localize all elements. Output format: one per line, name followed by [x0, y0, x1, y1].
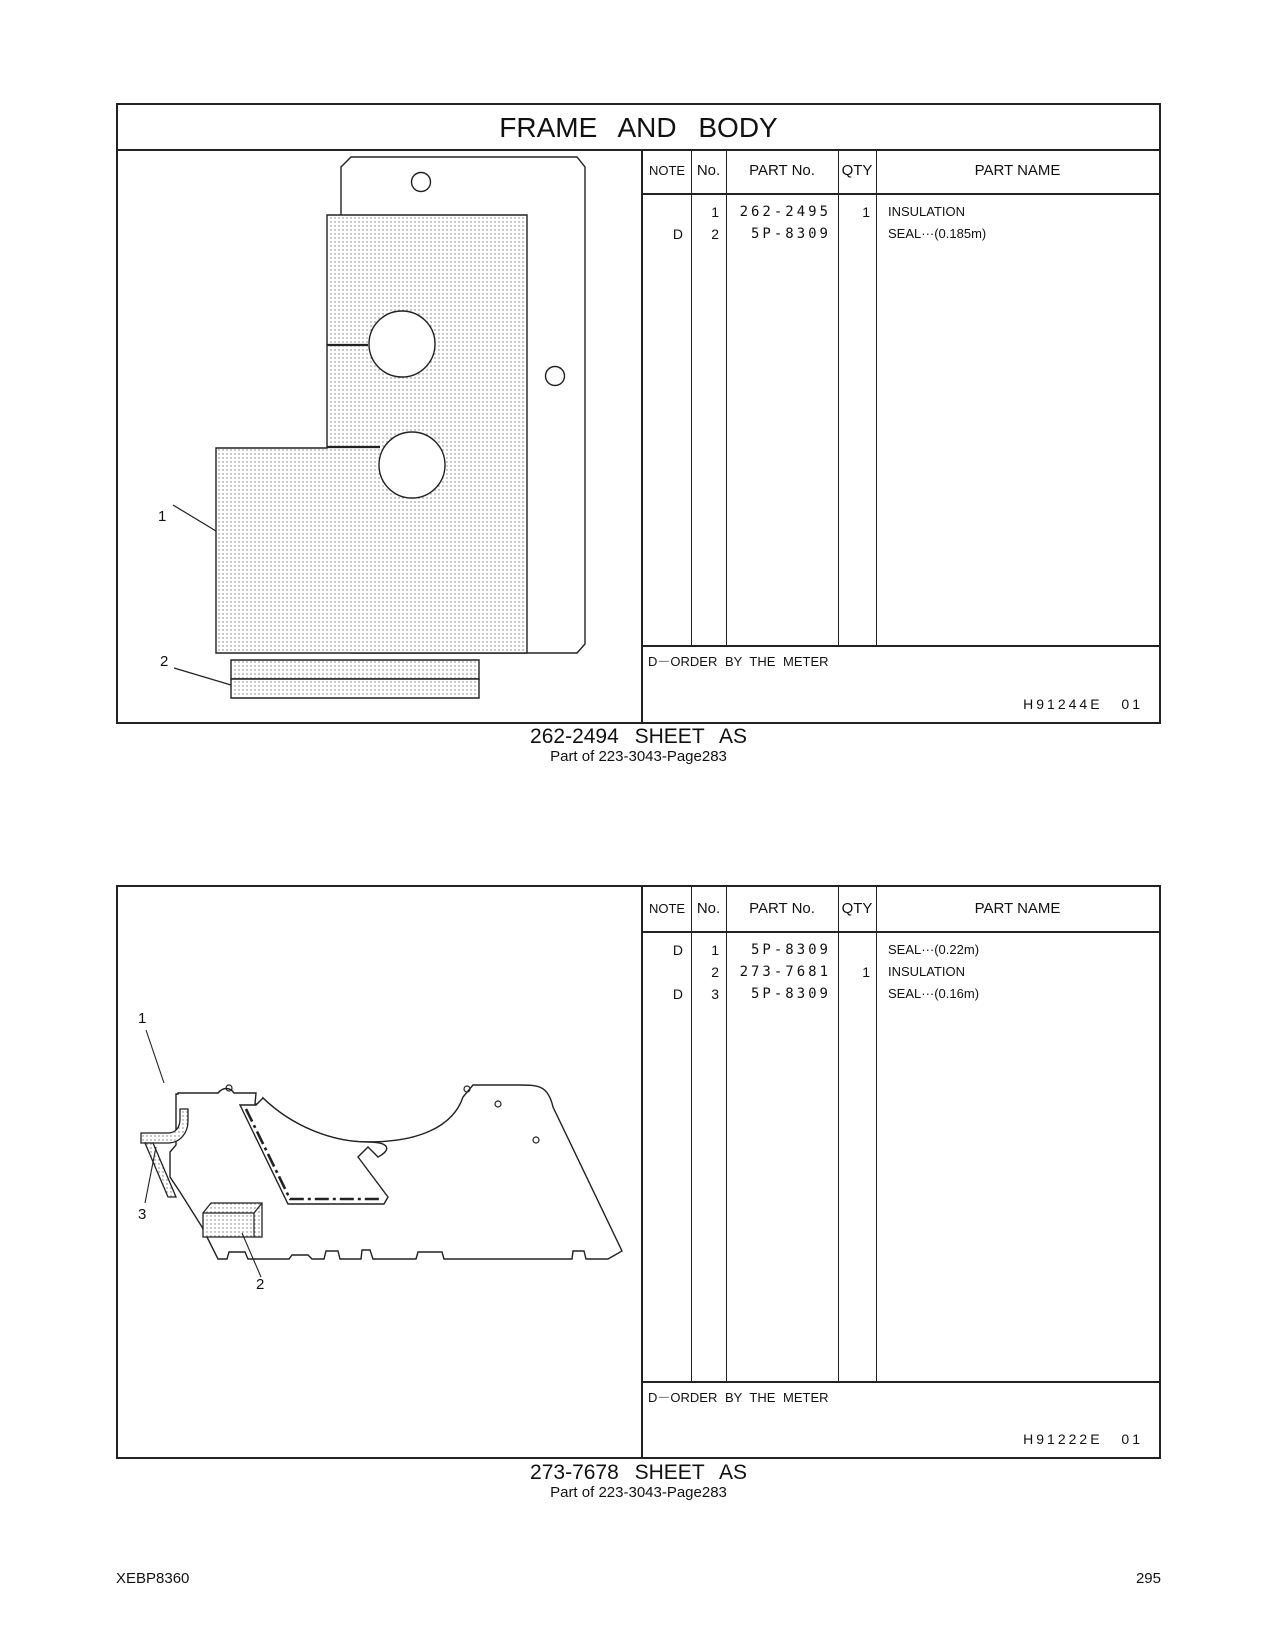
caption-subtitle: Part of 223-3043-Page283	[550, 1484, 727, 1501]
page-title: FRAME AND BODY	[118, 105, 1159, 151]
row-part-name: SEAL···(0.22m)	[888, 942, 980, 957]
row-no: 1	[711, 204, 719, 220]
row-note: D	[672, 226, 683, 242]
row-no: 2	[711, 964, 719, 980]
row-note: D	[672, 986, 683, 1002]
insulation-sheet-drawing	[118, 149, 641, 726]
header-note: NOTE	[648, 901, 686, 916]
exploded-view-figure-2	[118, 887, 641, 1457]
panel-caption-2	[116, 1462, 1161, 1501]
header-part-no: PART No.	[749, 900, 815, 917]
parts-table-2	[641, 887, 1159, 1457]
table-body	[643, 193, 1159, 645]
parts-panel-2	[116, 885, 1161, 1459]
order-note: D－ORDER BY THE METER	[648, 654, 829, 669]
row-qty: 1	[862, 204, 870, 220]
header-part-no: PART No.	[749, 162, 815, 179]
header-no: No.	[696, 900, 721, 917]
callout-3: 3	[138, 1206, 147, 1223]
table-row	[643, 983, 1159, 1005]
row-qty	[838, 983, 870, 1005]
caption-title: 273-7678 SHEET AS	[530, 1461, 747, 1484]
table-row	[643, 223, 1159, 245]
parts-panel-1	[116, 103, 1161, 724]
table-row	[643, 201, 1159, 223]
parts-table-1	[641, 149, 1159, 722]
caption-title: 262-2494 SHEET AS	[530, 725, 747, 748]
row-no: 3	[711, 986, 719, 1002]
table-footer	[643, 645, 1159, 722]
header-part-name: PART NAME	[974, 162, 1061, 179]
row-part-name: INSULATION	[888, 964, 966, 979]
panel-caption-1	[116, 726, 1161, 765]
table-footer	[643, 1381, 1159, 1457]
caption-subtitle: Part of 223-3043-Page283	[550, 748, 727, 765]
table-row	[643, 939, 1159, 961]
table-header	[643, 887, 1159, 933]
row-note	[643, 961, 683, 983]
order-note: D－ORDER BY THE METER	[648, 1390, 829, 1405]
illustration-ref-code: H91244E 01	[1023, 696, 1143, 712]
table-body	[643, 931, 1159, 1383]
exploded-view-figure-1	[118, 149, 641, 722]
header-qty: QTY	[841, 162, 873, 179]
header-part-name: PART NAME	[974, 900, 1061, 917]
row-part-no: 262-2495	[739, 204, 831, 220]
row-note: D	[672, 942, 683, 958]
callout-2: 2	[160, 653, 169, 670]
header-qty: QTY	[841, 900, 873, 917]
row-note	[643, 201, 683, 223]
table-header	[643, 149, 1159, 195]
row-qty	[838, 939, 870, 961]
row-part-name: SEAL···(0.16m)	[888, 986, 980, 1001]
row-no: 2	[711, 226, 719, 242]
callout-1: 1	[138, 1010, 147, 1027]
row-part-no: 5P-8309	[750, 942, 831, 958]
row-part-no: 5P-8309	[750, 986, 831, 1002]
row-part-no: 273-7681	[739, 964, 831, 980]
header-no: No.	[696, 162, 721, 179]
callout-1: 1	[158, 508, 167, 525]
row-part-no: 5P-8309	[750, 226, 831, 242]
row-qty	[838, 223, 870, 245]
row-qty: 1	[862, 964, 870, 980]
table-row	[643, 961, 1159, 983]
document-code: XEBP8360	[116, 1570, 190, 1587]
row-part-name: INSULATION	[888, 204, 966, 219]
sheet-assembly-drawing	[118, 887, 641, 1459]
callout-2: 2	[256, 1276, 265, 1293]
illustration-ref-code: H91222E 01	[1023, 1431, 1143, 1447]
page-number: 295	[1135, 1570, 1161, 1587]
row-part-name: SEAL···(0.185m)	[888, 226, 987, 241]
row-no: 1	[711, 942, 719, 958]
header-note: NOTE	[648, 163, 686, 178]
